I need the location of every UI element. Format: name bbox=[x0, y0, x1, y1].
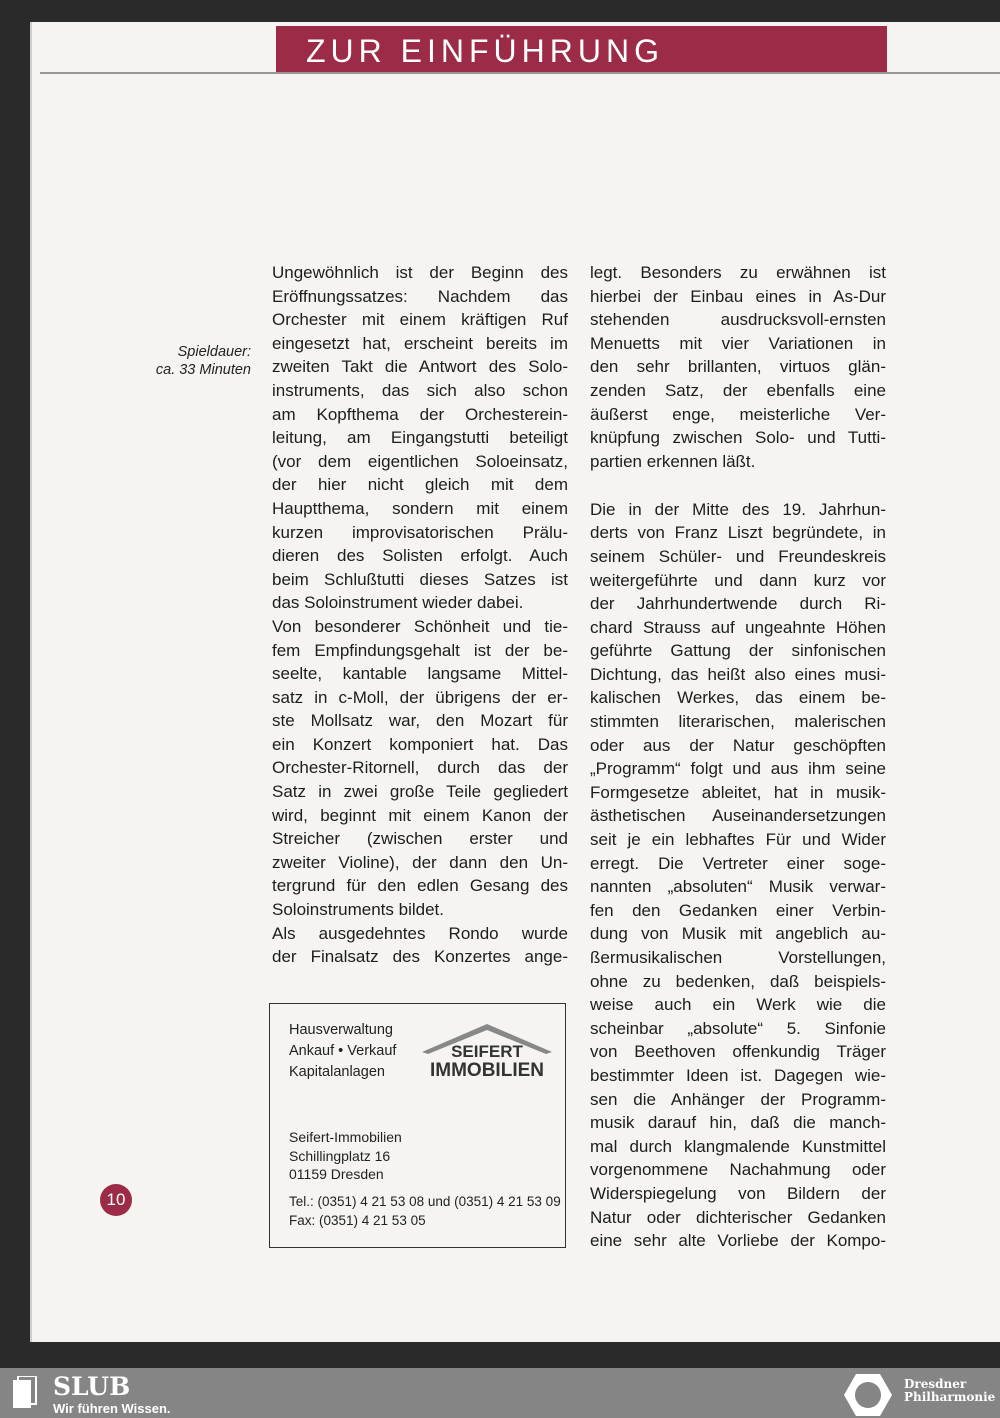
text-line: ein Konzert komponiert hat. Das bbox=[272, 734, 568, 754]
text-line: derts von Franz Liszt begründete, in bbox=[590, 523, 886, 543]
text-line: vorgenommene Nachahmung oder bbox=[590, 1160, 886, 1180]
text-line: Orchester mit einem kräftigen Ruf bbox=[272, 310, 568, 330]
text-line: zweiten Takt die Antwort des Solo- bbox=[272, 357, 568, 377]
text-line: fem Empfindungsgehalt ist der be- bbox=[272, 640, 568, 660]
ad-company: Seifert-Immobilien bbox=[289, 1129, 402, 1145]
text-line: bestimmter Ideen ist. Dagegen wie- bbox=[590, 1065, 886, 1085]
text-line: satz in c-Moll, der übrigens der er- bbox=[272, 687, 568, 707]
text-line: kurzen improvisatorischen Prälu- bbox=[272, 522, 568, 542]
text-line: weise auch ein Werk wie die bbox=[590, 995, 886, 1015]
text-line: weitergeführte und dann kurz vor bbox=[590, 570, 886, 590]
text-line: seinem Schüler- und Freundeskreis bbox=[590, 546, 886, 566]
text-line: von Beethoven offenkundig Träger bbox=[590, 1042, 886, 1062]
text-line: dieren des Solisten erfolgt. Auch bbox=[272, 546, 568, 566]
header-rule bbox=[40, 72, 1000, 74]
philharmonie-logo[interactable] bbox=[904, 1378, 995, 1404]
partner-line1: Dresdner bbox=[904, 1377, 967, 1391]
ad-address bbox=[289, 1128, 402, 1184]
page-number: 10 bbox=[100, 1184, 132, 1216]
text-line: ästhetischen Auseinandersetzungen bbox=[590, 806, 886, 826]
text-line: am Kopfthema der Orchesterein- bbox=[272, 404, 568, 424]
text-line: Orchester-Ritornell, durch das der bbox=[272, 758, 568, 778]
text-line: Soloinstruments bildet. bbox=[272, 900, 444, 920]
text-line: kalischen Werkes, das einem be- bbox=[590, 688, 886, 708]
brand-line2: IMMOBILIEN bbox=[430, 1060, 544, 1081]
philharmonie-logo-icon bbox=[842, 1372, 894, 1418]
ad-services bbox=[289, 1020, 396, 1083]
text-line: das Soloinstrument wieder dabei. bbox=[272, 593, 524, 613]
text-line: Hauptthema, sondern mit einem bbox=[272, 498, 568, 518]
ad-service: Kapitalanlagen bbox=[289, 1064, 385, 1080]
text-column-right bbox=[590, 261, 886, 1253]
slub-logo[interactable]: SLUB bbox=[53, 1372, 131, 1401]
duration-note bbox=[156, 343, 251, 379]
seifert-logo bbox=[422, 1024, 552, 1084]
text-line: Widerspiegelung von Bildern der bbox=[590, 1183, 886, 1203]
text-line: ohne zu bedenken, daß beispiels- bbox=[590, 971, 886, 991]
text-line: Die in der Mitte des 19. Jahrhun- bbox=[590, 499, 886, 519]
text-line: fen den Gedanken einer Verbin- bbox=[590, 900, 886, 920]
slub-tagline: Wir führen Wissen. bbox=[53, 1401, 171, 1416]
text-line: seit je ein lebhaftes Für und Wider bbox=[590, 830, 886, 850]
text-line: Natur oder dichterischer Gedanken bbox=[590, 1207, 886, 1227]
text-line: Menuetts mit vier Variationen in bbox=[590, 333, 886, 353]
duration-label: Spieldauer: bbox=[177, 344, 251, 360]
ad-contact bbox=[289, 1193, 561, 1230]
ad-street: Schillingplatz 16 bbox=[289, 1147, 391, 1164]
ad-service: Hausverwaltung bbox=[289, 1022, 393, 1038]
text-line: nannten „absoluten“ Musik verwar- bbox=[590, 877, 886, 897]
text-line: eine sehr alte Vorliebe der Kompo- bbox=[590, 1231, 886, 1251]
text-line: Eröffnungssatzes: Nachdem das bbox=[272, 286, 568, 306]
text-line: Streicher (zwischen erster und bbox=[272, 829, 568, 849]
viewer-footer bbox=[0, 1368, 1000, 1418]
text-line: tergrund für den edlen Gesang des bbox=[272, 876, 568, 896]
text-line: beim Schlußtutti dieses Satzes ist bbox=[272, 569, 568, 589]
text-line: „Programm“ folgt und aus ihm seine bbox=[590, 759, 886, 779]
text-line: der Jahrhundertwende durch Ri- bbox=[590, 594, 886, 614]
text-line: partien erkennen läßt. bbox=[590, 451, 756, 471]
slub-book-icon bbox=[12, 1376, 38, 1408]
text-line: Von besonderer Schönheit und tie- bbox=[272, 616, 568, 636]
text-line: mal durch klangmalende Kunstmittel bbox=[590, 1136, 886, 1156]
text-line: eingesetzt hat, erscheint bereits im bbox=[272, 333, 568, 353]
text-line: instruments, das sich also schon bbox=[272, 380, 568, 400]
text-line: dung von Musik mit angeblich au- bbox=[590, 924, 886, 944]
text-line: stimmten literarischen, malerischen bbox=[590, 712, 886, 732]
text-line: Ungewöhnlich ist der Beginn des bbox=[272, 263, 568, 282]
text-line: wird, beginnt mit einem Kanon der bbox=[272, 805, 568, 825]
text-line: ste Mollsatz war, den Mozart für bbox=[272, 711, 568, 731]
text-line: äußerst enge, meisterliche Ver- bbox=[590, 404, 886, 424]
section-header: ZUR EINFÜHRUNG bbox=[276, 26, 887, 72]
partner-line2: Philharmonie bbox=[904, 1390, 996, 1404]
text-line: scheinbar „absolute“ 5. Sinfonie bbox=[590, 1018, 886, 1038]
text-line: leitung, am Eingangstutti beteiligt bbox=[272, 428, 568, 448]
ad-phone: Tel.: (0351) 4 21 53 08 und (0351) 4 21 53 09 bbox=[289, 1194, 561, 1209]
text-line: Dichtung, das heißt also eines musi- bbox=[590, 664, 886, 684]
text-line: (vor dem eigentlichen Soloeinsatz, bbox=[272, 451, 568, 471]
text-line: sen die Anhänger der Programm- bbox=[590, 1089, 886, 1109]
text-line: stehenden ausdrucksvoll-ernsten bbox=[590, 310, 886, 330]
text-line: seelte, kantable langsame Mittel- bbox=[272, 664, 568, 684]
paragraph-gap bbox=[590, 473, 886, 497]
brand-line1: SEIFERT bbox=[451, 1042, 523, 1061]
text-line: zweiter Violine), der dann den Un- bbox=[272, 852, 568, 872]
text-line: erregt. Die Vertreter einer soge- bbox=[590, 853, 886, 873]
text-line: hierbei der Einbau eines in As-Dur bbox=[590, 286, 886, 306]
text-line: knüpfung zwischen Solo- und Tutti- bbox=[590, 428, 886, 448]
text-line: zenden Satz, der ebenfalls eine bbox=[590, 380, 886, 400]
text-line: musik darauf hin, daß die manch- bbox=[590, 1113, 886, 1133]
text-line: legt. Besonders zu erwähnen ist bbox=[590, 263, 886, 282]
text-line: der Finalsatz des Konzertes ange- bbox=[272, 947, 568, 967]
text-line: geführte Gattung der sinfonischen bbox=[590, 641, 886, 661]
ad-city: 01159 Dresden bbox=[289, 1166, 384, 1182]
text-line: Satz in zwei große Teile gegliedert bbox=[272, 782, 568, 802]
ad-fax: Fax: (0351) 4 21 53 05 bbox=[289, 1212, 426, 1228]
text-line: der hier nicht gleich mit dem bbox=[272, 475, 568, 495]
text-line: ßermusikalischen Vorstellungen, bbox=[590, 948, 886, 968]
ad-service: Ankauf • Verkauf bbox=[289, 1043, 397, 1059]
text-line: chard Strauss auf ungeahnte Höhen bbox=[590, 617, 886, 637]
text-line: Formgesetze ableitet, hat in musik- bbox=[590, 782, 886, 802]
text-line: den sehr brillanten, virtuos glän- bbox=[590, 357, 886, 377]
text-line: oder aus der Natur geschöpften bbox=[590, 735, 886, 755]
advertisement-seifert-immobilien bbox=[269, 1003, 566, 1248]
duration-value: ca. 33 Minuten bbox=[155, 362, 251, 378]
text-line: Als ausgedehntes Rondo wurde bbox=[272, 923, 568, 943]
text-column-left bbox=[272, 261, 568, 969]
